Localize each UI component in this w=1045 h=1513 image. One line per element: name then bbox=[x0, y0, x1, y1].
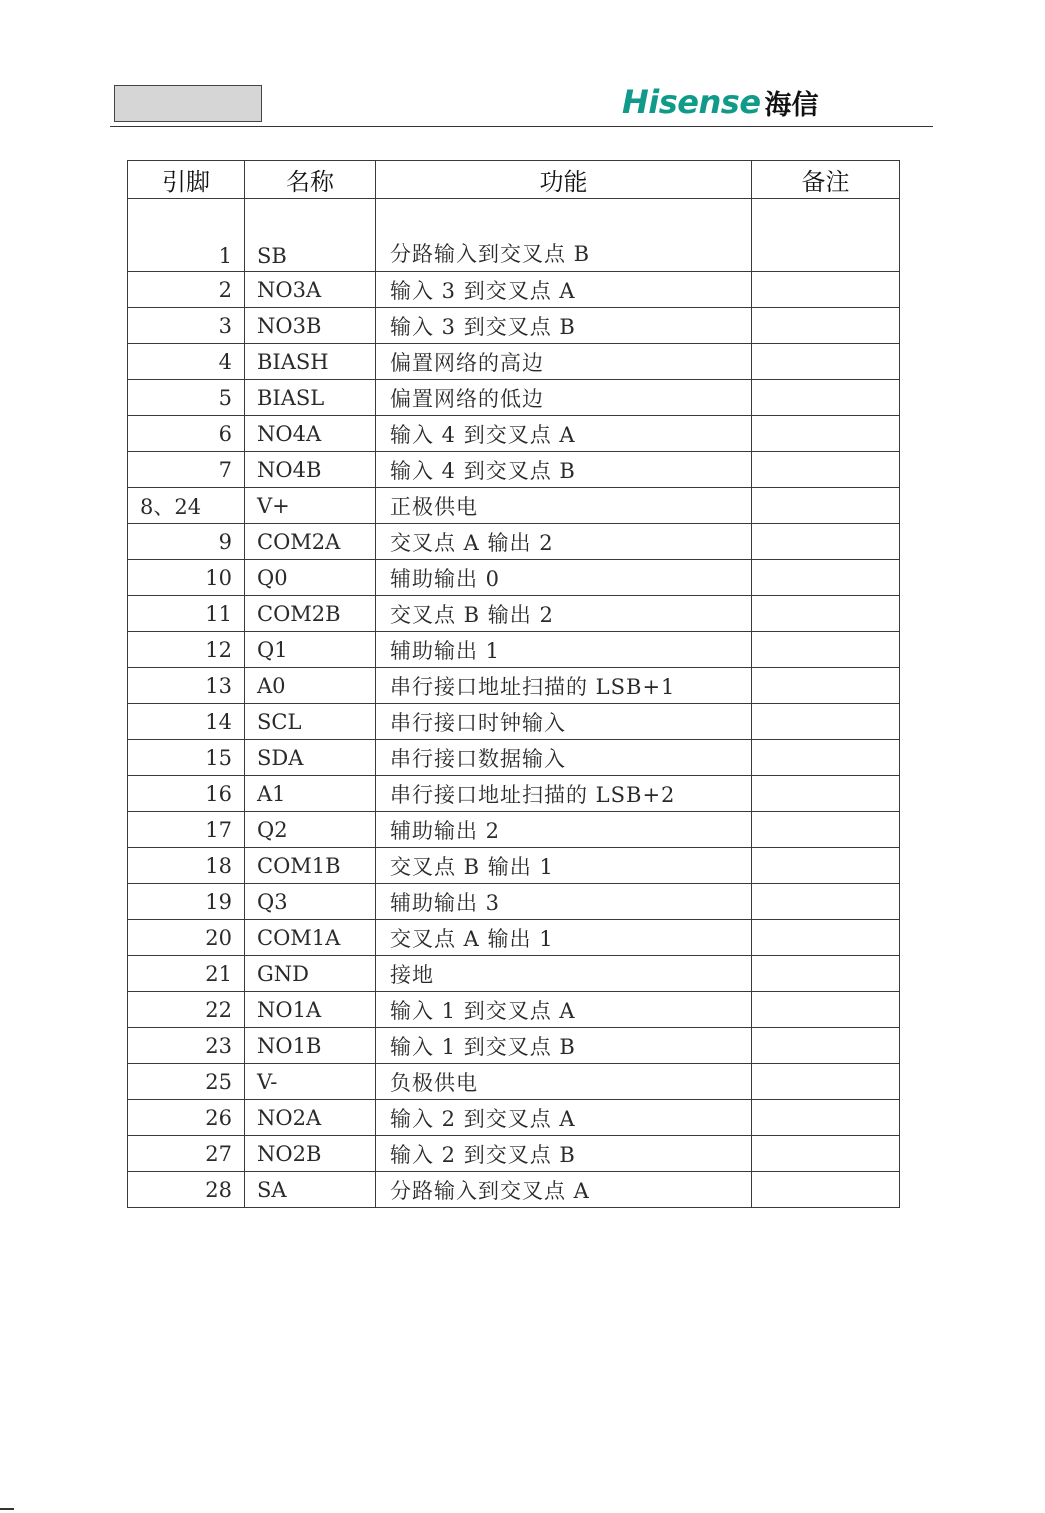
table-row bbox=[128, 1172, 900, 1208]
cell-note bbox=[752, 199, 900, 272]
col-header-name: 名称 bbox=[245, 161, 376, 199]
cell-pin: 10 bbox=[128, 560, 245, 596]
cell-note bbox=[752, 272, 900, 308]
hisense-logo bbox=[622, 84, 819, 120]
cell-pin: 2 bbox=[128, 272, 245, 308]
cell-function: 偏置网络的低边 bbox=[376, 380, 752, 416]
cell-name: COM1A bbox=[245, 920, 376, 956]
cell-pin: 14 bbox=[128, 704, 245, 740]
cell-pin: 3 bbox=[128, 308, 245, 344]
cell-function: 输入 1 到交叉点 A bbox=[376, 992, 752, 1028]
col-header-function: 功能 bbox=[376, 161, 752, 199]
table-row bbox=[128, 452, 900, 488]
cell-function: 输入 2 到交叉点 A bbox=[376, 1100, 752, 1136]
cell-note bbox=[752, 704, 900, 740]
table-row bbox=[128, 740, 900, 776]
cell-note bbox=[752, 848, 900, 884]
cell-function: 交叉点 A 输出 2 bbox=[376, 524, 752, 560]
cell-name: V- bbox=[245, 1064, 376, 1100]
cell-name: COM1B bbox=[245, 848, 376, 884]
table-row bbox=[128, 380, 900, 416]
cell-function: 交叉点 B 输出 1 bbox=[376, 848, 752, 884]
table-body bbox=[128, 199, 900, 1208]
cell-note bbox=[752, 776, 900, 812]
cell-function: 串行接口数据输入 bbox=[376, 740, 752, 776]
cell-pin: 9 bbox=[128, 524, 245, 560]
table-row bbox=[128, 1136, 900, 1172]
header-gray-box bbox=[114, 85, 262, 122]
cell-function: 串行接口地址扫描的 LSB+1 bbox=[376, 668, 752, 704]
cell-function: 串行接口时钟输入 bbox=[376, 704, 752, 740]
cell-function: 输入 4 到交叉点 A bbox=[376, 416, 752, 452]
cell-note bbox=[752, 344, 900, 380]
cell-pin: 23 bbox=[128, 1028, 245, 1064]
cell-name: SB bbox=[245, 199, 376, 272]
cell-function: 输入 4 到交叉点 B bbox=[376, 452, 752, 488]
cell-note bbox=[752, 884, 900, 920]
cell-pin: 25 bbox=[128, 1064, 245, 1100]
table-row bbox=[128, 524, 900, 560]
cell-pin: 28 bbox=[128, 1172, 245, 1208]
cell-function: 辅助输出 1 bbox=[376, 632, 752, 668]
cell-name: NO2A bbox=[245, 1100, 376, 1136]
col-header-note: 备注 bbox=[752, 161, 900, 199]
table-row bbox=[128, 1100, 900, 1136]
cell-name: A1 bbox=[245, 776, 376, 812]
cell-function: 辅助输出 0 bbox=[376, 560, 752, 596]
cell-name: COM2A bbox=[245, 524, 376, 560]
cell-name: NO1A bbox=[245, 992, 376, 1028]
table-row bbox=[128, 812, 900, 848]
table-row bbox=[128, 1064, 900, 1100]
cell-note bbox=[752, 632, 900, 668]
cell-note bbox=[752, 416, 900, 452]
table-row bbox=[128, 596, 900, 632]
table-row bbox=[128, 632, 900, 668]
header-divider bbox=[110, 126, 933, 127]
table-row bbox=[128, 488, 900, 524]
table-row bbox=[128, 704, 900, 740]
cell-function: 偏置网络的高边 bbox=[376, 344, 752, 380]
table-row bbox=[128, 668, 900, 704]
cell-name: V+ bbox=[245, 488, 376, 524]
cell-note bbox=[752, 596, 900, 632]
cell-note bbox=[752, 1172, 900, 1208]
cell-function: 输入 1 到交叉点 B bbox=[376, 1028, 752, 1064]
logo-latin-text: Hisense bbox=[622, 83, 761, 121]
table-header-row bbox=[128, 161, 900, 199]
table-row bbox=[128, 199, 900, 272]
cell-note bbox=[752, 992, 900, 1028]
cell-name: BIASH bbox=[245, 344, 376, 380]
cell-pin: 22 bbox=[128, 992, 245, 1028]
cell-note bbox=[752, 1136, 900, 1172]
cell-note bbox=[752, 308, 900, 344]
cell-name: BIASL bbox=[245, 380, 376, 416]
cell-name: Q1 bbox=[245, 632, 376, 668]
table-row bbox=[128, 272, 900, 308]
cell-name: Q2 bbox=[245, 812, 376, 848]
cell-name: SA bbox=[245, 1172, 376, 1208]
cell-pin: 27 bbox=[128, 1136, 245, 1172]
cell-note bbox=[752, 1028, 900, 1064]
cell-name: SDA bbox=[245, 740, 376, 776]
cell-pin: 1 bbox=[128, 199, 245, 272]
cell-pin: 19 bbox=[128, 884, 245, 920]
cell-function: 辅助输出 3 bbox=[376, 884, 752, 920]
cell-name: NO4A bbox=[245, 416, 376, 452]
cell-note bbox=[752, 560, 900, 596]
cell-pin: 13 bbox=[128, 668, 245, 704]
col-header-pin: 引脚 bbox=[128, 161, 245, 199]
table-row bbox=[128, 416, 900, 452]
cell-note bbox=[752, 488, 900, 524]
cell-pin: 8、24 bbox=[128, 488, 245, 524]
cell-note bbox=[752, 668, 900, 704]
cell-function: 分路输入到交叉点 A bbox=[376, 1172, 752, 1208]
cell-pin: 12 bbox=[128, 632, 245, 668]
cell-pin: 16 bbox=[128, 776, 245, 812]
cell-name: A0 bbox=[245, 668, 376, 704]
table-row bbox=[128, 992, 900, 1028]
cell-name: NO3B bbox=[245, 308, 376, 344]
cell-function: 接地 bbox=[376, 956, 752, 992]
cell-name: NO3A bbox=[245, 272, 376, 308]
cell-note bbox=[752, 812, 900, 848]
cell-note bbox=[752, 740, 900, 776]
cell-pin: 26 bbox=[128, 1100, 245, 1136]
table-row bbox=[128, 560, 900, 596]
cell-name: NO4B bbox=[245, 452, 376, 488]
cell-note bbox=[752, 452, 900, 488]
cell-note bbox=[752, 524, 900, 560]
table-row bbox=[128, 920, 900, 956]
cell-name: NO2B bbox=[245, 1136, 376, 1172]
cell-function: 交叉点 B 输出 2 bbox=[376, 596, 752, 632]
table-row bbox=[128, 956, 900, 992]
pin-table bbox=[127, 160, 900, 1208]
table-row bbox=[128, 344, 900, 380]
cell-pin: 11 bbox=[128, 596, 245, 632]
cell-pin: 7 bbox=[128, 452, 245, 488]
cell-pin: 18 bbox=[128, 848, 245, 884]
table-row bbox=[128, 1028, 900, 1064]
table-row bbox=[128, 776, 900, 812]
footer-mark bbox=[0, 1508, 14, 1510]
cell-function: 输入 3 到交叉点 A bbox=[376, 272, 752, 308]
cell-pin: 15 bbox=[128, 740, 245, 776]
table-row bbox=[128, 308, 900, 344]
cell-note bbox=[752, 380, 900, 416]
cell-function: 输入 3 到交叉点 B bbox=[376, 308, 752, 344]
cell-pin: 17 bbox=[128, 812, 245, 848]
cell-name: COM2B bbox=[245, 596, 376, 632]
cell-function: 辅助输出 2 bbox=[376, 812, 752, 848]
table-row bbox=[128, 848, 900, 884]
cell-function: 负极供电 bbox=[376, 1064, 752, 1100]
cell-pin: 6 bbox=[128, 416, 245, 452]
cell-function: 分路输入到交叉点 B bbox=[376, 199, 752, 272]
cell-name: Q0 bbox=[245, 560, 376, 596]
cell-note bbox=[752, 1100, 900, 1136]
cell-name: NO1B bbox=[245, 1028, 376, 1064]
cell-function: 正极供电 bbox=[376, 488, 752, 524]
cell-note bbox=[752, 956, 900, 992]
cell-note bbox=[752, 920, 900, 956]
cell-function: 串行接口地址扫描的 LSB+2 bbox=[376, 776, 752, 812]
cell-function: 交叉点 A 输出 1 bbox=[376, 920, 752, 956]
cell-function: 输入 2 到交叉点 B bbox=[376, 1136, 752, 1172]
table-row bbox=[128, 884, 900, 920]
cell-name: Q3 bbox=[245, 884, 376, 920]
cell-pin: 4 bbox=[128, 344, 245, 380]
logo-cjk-text: 海信 bbox=[764, 89, 819, 121]
cell-name: SCL bbox=[245, 704, 376, 740]
cell-name: GND bbox=[245, 956, 376, 992]
cell-pin: 21 bbox=[128, 956, 245, 992]
cell-pin: 5 bbox=[128, 380, 245, 416]
cell-note bbox=[752, 1064, 900, 1100]
cell-pin: 20 bbox=[128, 920, 245, 956]
